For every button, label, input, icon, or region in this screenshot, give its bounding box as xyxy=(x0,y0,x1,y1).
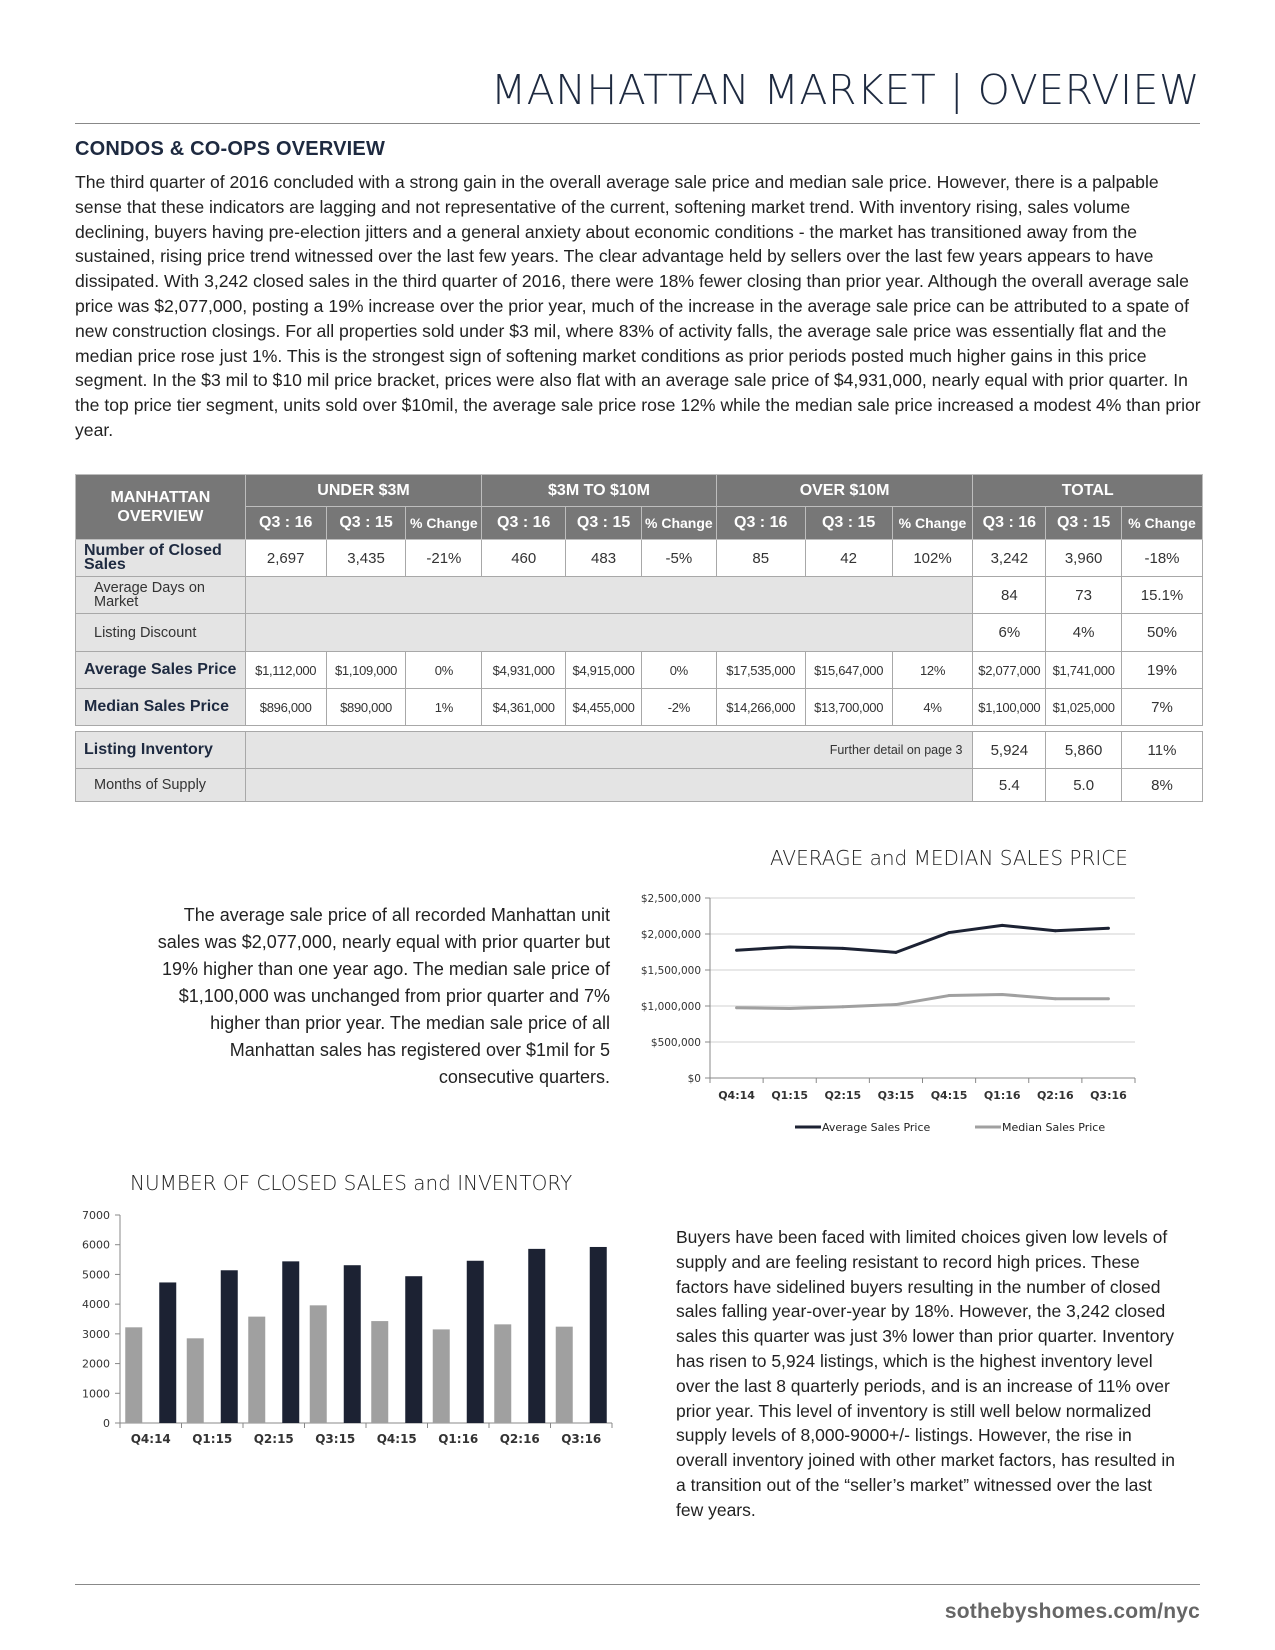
sub-header: % Change xyxy=(1122,507,1203,540)
x-tick-label: Q1:15 xyxy=(192,1432,233,1446)
y-tick-label: 6000 xyxy=(82,1238,110,1252)
x-tick-label: Q4:15 xyxy=(376,1432,417,1446)
sub-header: Q3 : 16 xyxy=(245,507,326,540)
bar xyxy=(187,1338,204,1423)
table-cell: 4% xyxy=(1046,614,1122,652)
price-chart xyxy=(625,880,1205,1200)
table-cell: 8% xyxy=(1122,769,1203,802)
table-cell: 7% xyxy=(1122,689,1203,726)
y-tick-label: 4000 xyxy=(82,1298,110,1312)
x-tick-label: Q3:15 xyxy=(315,1432,356,1446)
table-cell: $890,000 xyxy=(326,689,406,726)
group-header-over-10m: OVER $10M xyxy=(716,475,973,507)
data-point xyxy=(1107,927,1110,930)
footer-divider xyxy=(75,1584,1200,1585)
x-tick-label: Q2:15 xyxy=(253,1432,294,1446)
table-cell: 85 xyxy=(716,540,805,577)
sub-header: Q3 : 16 xyxy=(482,507,566,540)
sub-header: % Change xyxy=(641,507,716,540)
y-tick-label: 7000 xyxy=(82,1209,110,1222)
table-cell: $4,361,000 xyxy=(482,689,566,726)
bar xyxy=(248,1317,265,1423)
x-tick-label: Q4:15 xyxy=(930,1089,968,1102)
table-cell: $1,741,000 xyxy=(1046,652,1122,689)
y-tick-label: 0 xyxy=(103,1417,110,1430)
data-point xyxy=(788,945,791,948)
price-description: The average sale price of all recorded Manhattan unit sales was $2,077,000, nearly equal with prior quarter but 19% higher than one year ago. The median sale price of $1,100,000 was unchanged from prior quarter and 7% higher than prior year. The median sale price of all Manhattan sales has registered over $1mil for 5 consecutive quarters. xyxy=(157,905,610,1087)
table-cell: $1,025,000 xyxy=(1046,689,1122,726)
data-point xyxy=(735,949,738,952)
table-cell: $4,455,000 xyxy=(566,689,642,726)
table-cell: 11% xyxy=(1122,732,1203,769)
table-cell: 42 xyxy=(805,540,892,577)
row-label: Months of Supply xyxy=(76,769,246,802)
bar xyxy=(494,1324,511,1423)
data-point xyxy=(841,1005,844,1008)
row-label: Listing Inventory xyxy=(76,732,246,769)
table-cell: $896,000 xyxy=(245,689,326,726)
table-row-listing-inventory xyxy=(76,732,1203,769)
y-tick-label: $0 xyxy=(687,1073,701,1085)
table-cell: -18% xyxy=(1122,540,1203,577)
row-label: Listing Discount xyxy=(76,614,246,652)
data-point xyxy=(1001,993,1004,996)
bar xyxy=(371,1321,388,1423)
group-header-under-3m: UNDER $3M xyxy=(245,475,482,507)
group-header-3m-to-10m: $3M TO $10M xyxy=(482,475,716,507)
table-cell: 0% xyxy=(406,652,482,689)
page-title: MANHATTAN MARKET | OVERVIEW xyxy=(490,66,1200,114)
bar xyxy=(221,1270,238,1423)
bar xyxy=(310,1305,327,1423)
table-cell: -21% xyxy=(406,540,482,577)
row-label: Average Sales Price xyxy=(76,652,246,689)
shaded-span xyxy=(245,614,973,652)
y-tick-label: 1000 xyxy=(82,1387,110,1401)
table-cell: 5,860 xyxy=(1046,732,1122,769)
table-cell: $4,915,000 xyxy=(566,652,642,689)
bar xyxy=(556,1327,573,1423)
x-tick-label: Q3:15 xyxy=(877,1089,915,1102)
table-cell: $1,112,000 xyxy=(245,652,326,689)
table-cell: 73 xyxy=(1046,577,1122,614)
price-chart-title: AVERAGE and MEDIAN SALES PRICE xyxy=(770,846,1128,870)
data-point xyxy=(894,1003,897,1006)
shaded-span xyxy=(245,769,973,802)
table-cell: 460 xyxy=(482,540,566,577)
intro-paragraph: The third quarter of 2016 concluded with a strong gain in the overall average sale price and median sale price. However, there is a palpable sense that these indicators are lagging and not representative of the current, softening market trend. With inventory rising, sales volume declining, buyers having pre-election jitters and a general anxiety about economic conditions - the market has transitioned away from the sustained, rising price trend witnessed over the last few years. The clear advantage held by sellers over the last few years appears to have dissipated. With 3,242 closed sales in the third quarter of 2016, there were 18% fewer closing than prior year. Although the overall average sale price was $2,077,000, posting a 19% increase over the prior year, much of the increase in the average sale price can be attributed to a spate of new construction closings. For all properties sold under $3 mil, where 83% of activity falls, the average sale price was essentially flat and the median price rose just 1%. This is the strongest sign of softening market conditions as prior periods posted much higher gains in this price segment. In the $3 mil to $10 mil price bracket, prices were also flat with an average sale price of $4,931,000, nearly equal with prior quarter. In the top price tier segment, units sold over $10mil, the average sale price rose 12% while the median sale price increased a modest 4% than prior year. xyxy=(75,172,1201,440)
sub-header: Q3 : 15 xyxy=(326,507,406,540)
x-tick-label: Q2:16 xyxy=(499,1432,540,1446)
series-line xyxy=(737,925,1109,952)
table-cell: $17,535,000 xyxy=(716,652,805,689)
table-row-days-on-market xyxy=(76,577,1203,614)
table-cell: 6% xyxy=(973,614,1046,652)
sub-header: % Change xyxy=(892,507,973,540)
sub-header: Q3 : 16 xyxy=(716,507,805,540)
bar xyxy=(405,1276,422,1423)
group-header-total: TOTAL xyxy=(973,475,1203,507)
table-row-months-of-supply xyxy=(76,769,1203,802)
table-row-average-sales-price xyxy=(76,652,1203,689)
sales-chart-title: NUMBER OF CLOSED SALES and INVENTORY xyxy=(130,1171,573,1195)
bar xyxy=(433,1329,450,1423)
legend-label: Median Sales Price xyxy=(1002,1121,1106,1134)
bar xyxy=(590,1247,607,1423)
bar xyxy=(528,1249,545,1423)
y-tick-label: 2000 xyxy=(82,1357,110,1371)
y-tick-label: $1,500,000 xyxy=(640,965,701,977)
x-tick-label: Q4:14 xyxy=(130,1432,171,1446)
data-point xyxy=(1001,924,1004,927)
table-cell: $4,931,000 xyxy=(482,652,566,689)
table-cell: 19% xyxy=(1122,652,1203,689)
table-cell: 3,960 xyxy=(1046,540,1122,577)
table-cell: 483 xyxy=(566,540,642,577)
bar xyxy=(344,1265,361,1423)
data-point xyxy=(894,951,897,954)
x-tick-label: Q3:16 xyxy=(1090,1089,1127,1102)
y-tick-label: 5000 xyxy=(82,1268,110,1282)
table-cell: 50% xyxy=(1122,614,1203,652)
data-point xyxy=(1054,997,1057,1000)
table-row-closed-sales xyxy=(76,540,1203,577)
table-cell: 0% xyxy=(641,652,716,689)
sub-header: Q3 : 15 xyxy=(566,507,642,540)
x-tick-label: Q3:16 xyxy=(561,1432,602,1446)
footer-url[interactable]: sothebyshomes.com/nyc xyxy=(944,1600,1200,1623)
sales-chart xyxy=(70,1205,620,1525)
table-cell: $15,647,000 xyxy=(805,652,892,689)
y-tick-label: $500,000 xyxy=(650,1037,701,1049)
table-cell: 2,697 xyxy=(245,540,326,577)
table-cell: 15.1% xyxy=(1122,577,1203,614)
data-point xyxy=(1054,929,1057,932)
row-label: Number of Closed Sales xyxy=(76,540,246,577)
sales-description: Buyers have been faced with limited choices given low levels of supply and are feeling resistant to record high prices. These factors have sidelined buyers resulting in the number of closed sales falling year-over-year by 18%. However, the 3,242 closed sales this quarter was just 3% lower than prior quarter. Inventory has risen to 5,924 listings, which is the highest inventory level over the last 8 quarterly periods, and is an increase of 11% over prior year. This level of inventory is still well below normalized supply levels of 8,000-9000+/- listings. However, the rise in overall inventory joined with other market factors, has resulted in a transition out of the “seller’s market” witnessed over the last few years. xyxy=(676,1227,1175,1520)
table-cell: $14,266,000 xyxy=(716,689,805,726)
y-tick-label: 3000 xyxy=(82,1327,110,1341)
x-tick-label: Q2:16 xyxy=(1036,1089,1074,1102)
bar xyxy=(467,1261,484,1423)
table-cell: $2,077,000 xyxy=(973,652,1046,689)
table-cell: -2% xyxy=(641,689,716,726)
table-row-listing-discount xyxy=(76,614,1203,652)
overview-table xyxy=(75,474,1203,802)
table-row-median-sales-price xyxy=(76,689,1203,726)
data-point xyxy=(788,1007,791,1010)
sub-header: Q3 : 15 xyxy=(1046,507,1122,540)
table-cell: 3,242 xyxy=(973,540,1046,577)
section-heading: CONDOS & CO-OPS OVERVIEW xyxy=(75,138,386,160)
data-point xyxy=(948,994,951,997)
x-tick-label: Q1:16 xyxy=(438,1432,479,1446)
data-point xyxy=(841,947,844,950)
y-tick-label: $2,000,000 xyxy=(640,929,701,941)
table-cell: 1% xyxy=(406,689,482,726)
x-tick-label: Q1:15 xyxy=(771,1089,809,1102)
table-cell: 4% xyxy=(892,689,973,726)
bar xyxy=(159,1282,176,1423)
table-cell: $13,700,000 xyxy=(805,689,892,726)
row-label: Median Sales Price xyxy=(76,689,246,726)
y-tick-label: $2,500,000 xyxy=(640,893,701,905)
table-cell: -5% xyxy=(641,540,716,577)
bar xyxy=(125,1327,142,1423)
table-cell: 5,924 xyxy=(973,732,1046,769)
table-cell: 84 xyxy=(973,577,1046,614)
y-tick-label: $1,000,000 xyxy=(640,1001,701,1013)
sub-header: Q3 : 15 xyxy=(805,507,892,540)
x-tick-label: Q1:16 xyxy=(983,1089,1021,1102)
data-point xyxy=(948,931,951,934)
table-cell: $1,100,000 xyxy=(973,689,1046,726)
data-point xyxy=(1107,997,1110,1000)
table-corner-label: MANHATTAN OVERVIEW xyxy=(76,475,246,540)
data-point xyxy=(735,1006,738,1009)
table-cell: 12% xyxy=(892,652,973,689)
table-cell: 5.4 xyxy=(973,769,1046,802)
table-note: Further detail on page 3 xyxy=(245,732,973,769)
table-cell: 5.0 xyxy=(1046,769,1122,802)
sub-header: Q3 : 16 xyxy=(973,507,1046,540)
legend-label: Average Sales Price xyxy=(822,1121,931,1134)
title-divider xyxy=(75,123,1200,124)
bar xyxy=(282,1261,299,1423)
row-label: Average Days on Market xyxy=(76,577,246,614)
table-cell: 3,435 xyxy=(326,540,406,577)
table-cell: 102% xyxy=(892,540,973,577)
shaded-span xyxy=(245,577,973,614)
x-tick-label: Q2:15 xyxy=(824,1089,862,1102)
table-cell: $1,109,000 xyxy=(326,652,406,689)
sub-header: % Change xyxy=(406,507,482,540)
x-tick-label: Q4:14 xyxy=(718,1089,755,1102)
